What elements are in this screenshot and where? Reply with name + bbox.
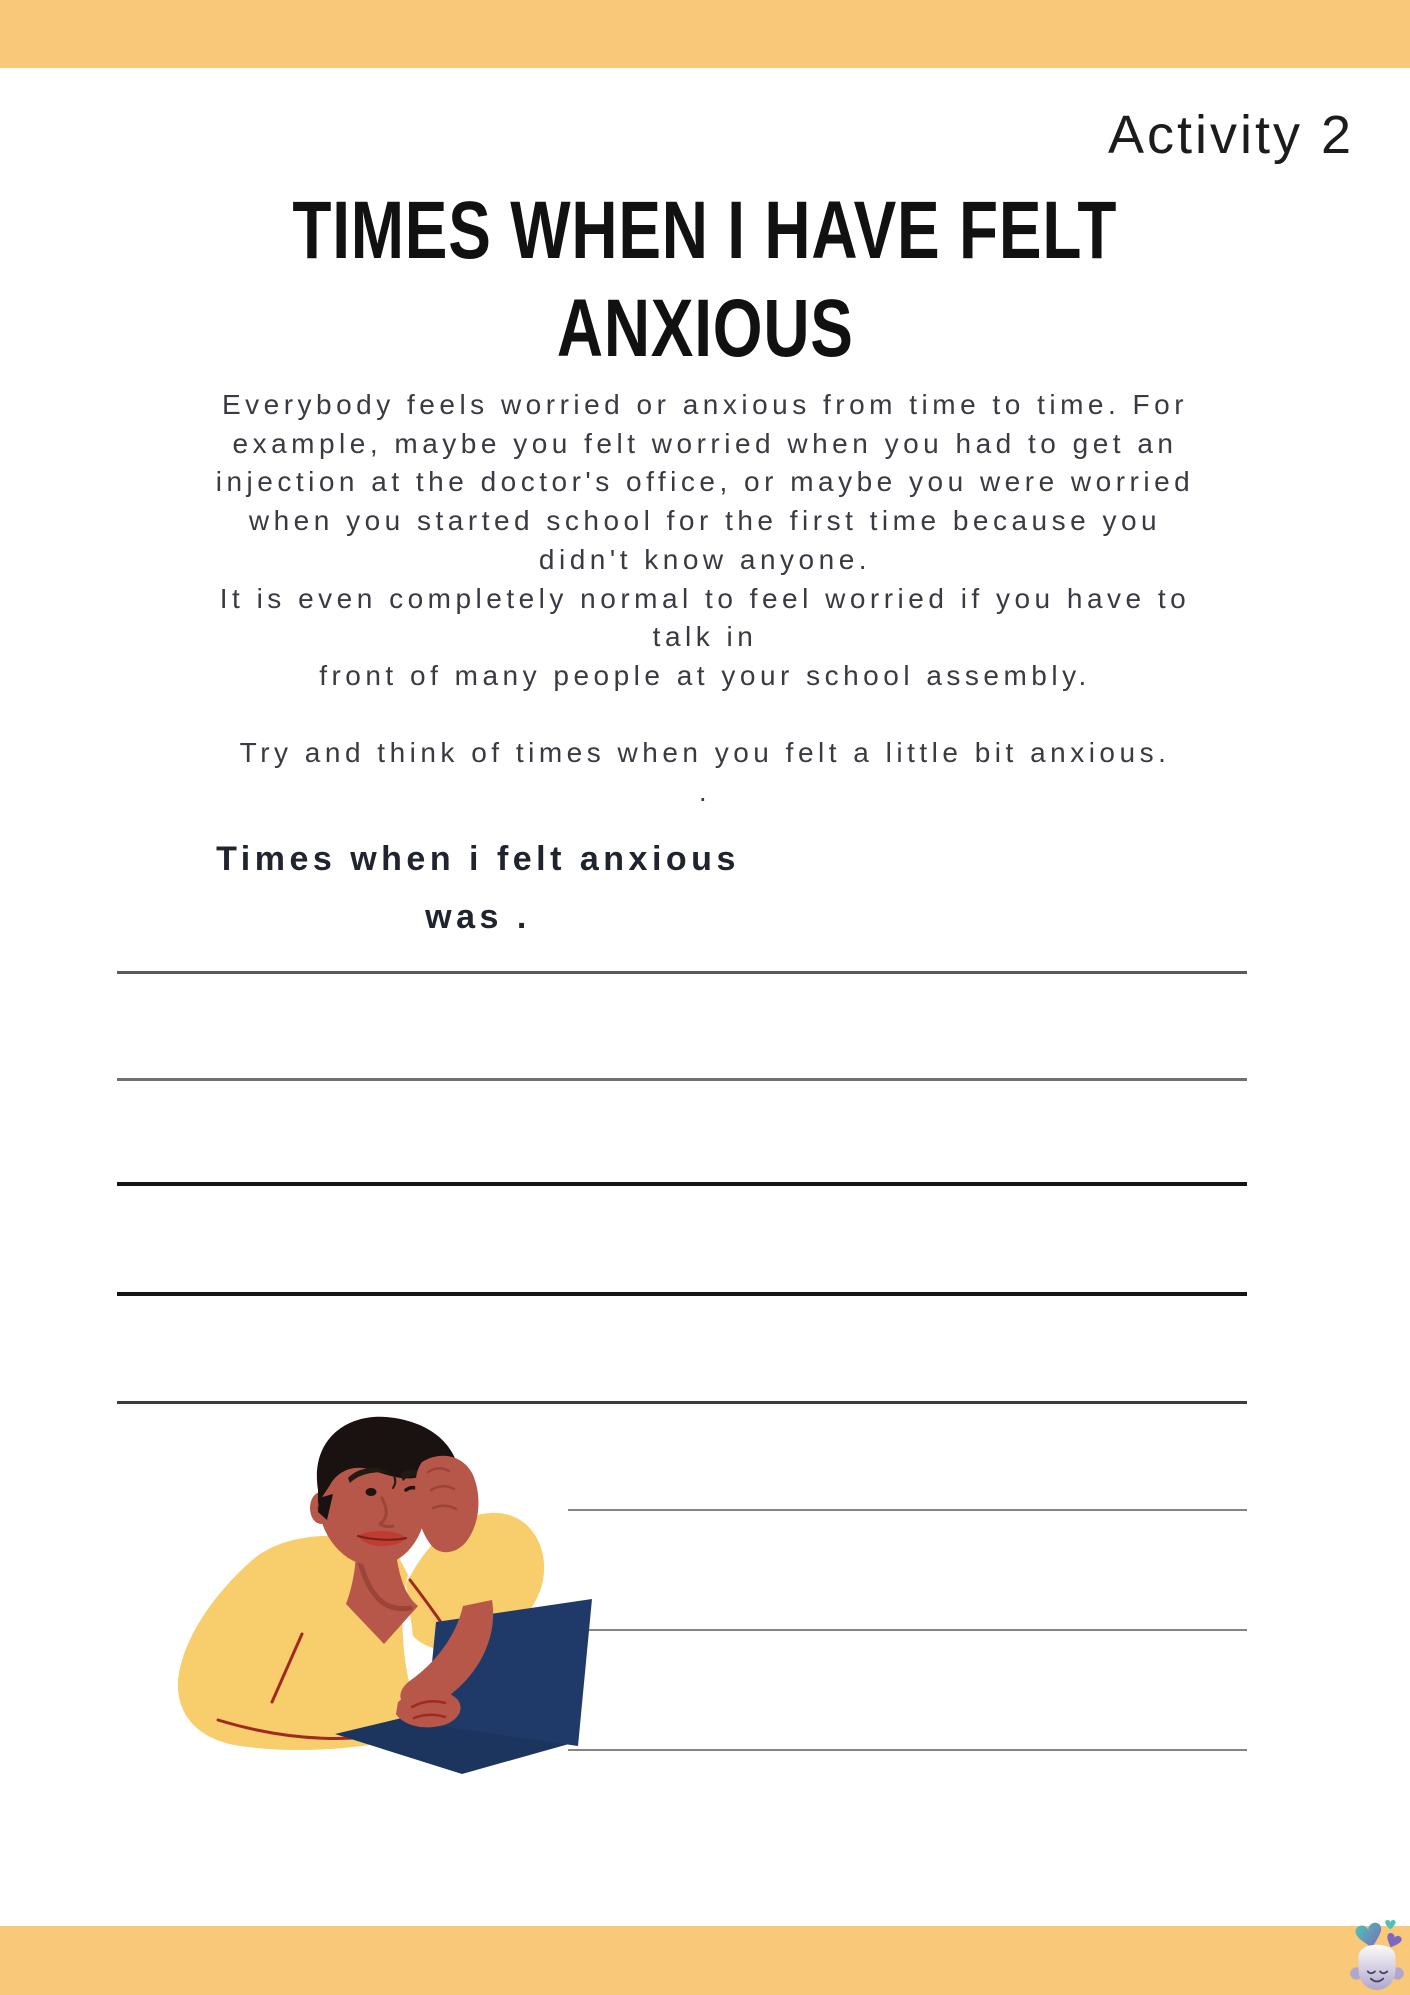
intro-line: Everybody feels worried or anxious from time to time. For bbox=[221, 389, 1189, 420]
pot-face bbox=[1350, 1945, 1403, 1990]
intro-line: . bbox=[698, 776, 712, 808]
intro-paragraph bbox=[0, 386, 1410, 812]
writing-prompt bbox=[168, 830, 788, 946]
writing-line bbox=[117, 971, 1247, 974]
page-title-line-2 bbox=[0, 283, 1410, 374]
heart-plant-face-logo bbox=[1348, 1918, 1406, 1992]
writing-prompt-line-2: was . bbox=[425, 898, 531, 936]
activity-label: Activity 2 bbox=[1107, 105, 1354, 165]
intro-line bbox=[0, 696, 1410, 735]
bottom-color-band bbox=[0, 1926, 1410, 1995]
writing-prompt-line-1: Times when i felt anxious bbox=[216, 840, 740, 878]
writing-line-short bbox=[568, 1509, 1247, 1511]
writing-line-short bbox=[568, 1629, 1247, 1631]
top-color-band bbox=[0, 0, 1410, 68]
writing-line-short bbox=[568, 1749, 1247, 1751]
intro-line: front of many people at your school assembly. bbox=[319, 659, 1091, 691]
intro-line: didn't know anyone. bbox=[538, 543, 872, 575]
hand-on-cheek bbox=[415, 1456, 478, 1552]
intro-line: Try and think of times when you felt a little bit anxious. bbox=[239, 737, 1171, 769]
worried-student-at-laptop-illustration bbox=[160, 1412, 610, 1782]
writing-line bbox=[117, 1078, 1247, 1081]
intro-line: when you started school for the first time because you bbox=[248, 505, 1162, 537]
intro-line: example, maybe you felt worried when you had to get an bbox=[232, 427, 1178, 459]
writing-line bbox=[117, 1292, 1247, 1296]
writing-line bbox=[117, 1182, 1247, 1186]
intro-line: talk in bbox=[652, 621, 758, 653]
page-title-line-1 bbox=[0, 185, 1410, 276]
intro-line: injection at the doctor's office, or maybe you were worried bbox=[215, 466, 1195, 498]
intro-line: It is even completely normal to feel worried if you have to bbox=[219, 582, 1191, 614]
page-title-text-1: TIMES WHEN I HAVE FELT bbox=[292, 185, 1118, 276]
page-title-text-2: ANXIOUS bbox=[556, 283, 854, 374]
writing-line bbox=[117, 1401, 1247, 1404]
